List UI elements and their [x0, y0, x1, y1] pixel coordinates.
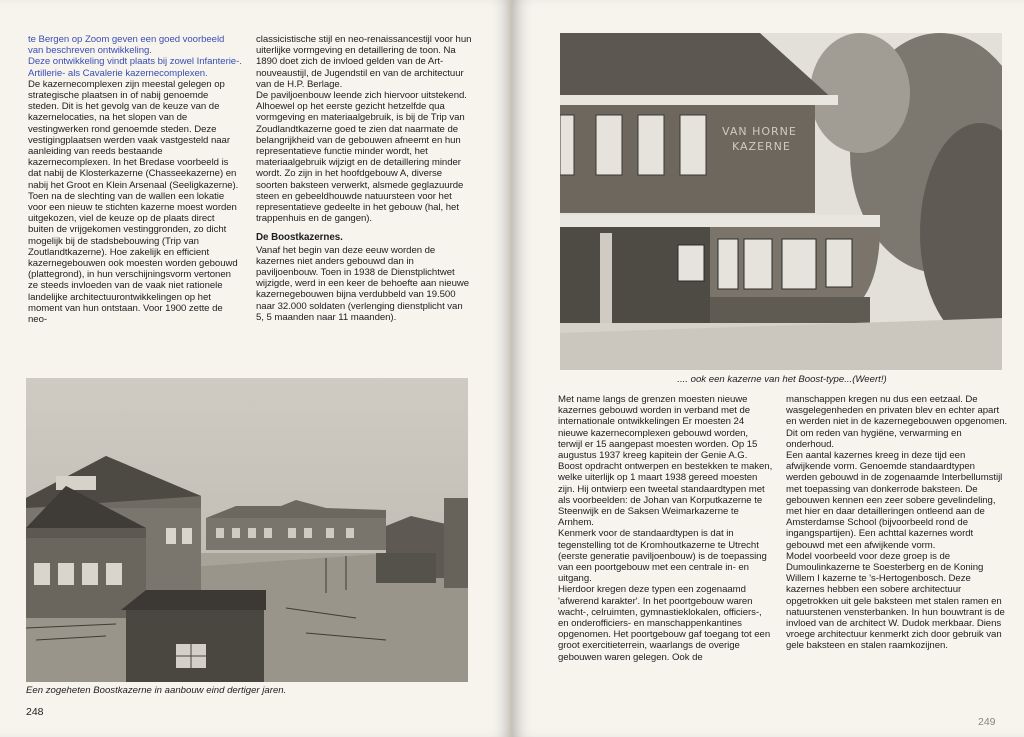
page-number: 248 — [26, 706, 44, 718]
kazerne-building-illustration — [560, 33, 1002, 370]
paragraph: Hierdoor kregen deze typen een zogenaamd 'afwerend karakter'. In het poortgebouw waren wacht-, celruimten, gymnastieklokalen, officiers-, en onderofficiers- en manschappenkantines opgenomen. Het poortgebouw gaf toegang tot een groot exercitieterrein, waarlangs de overige gebouwen waren gelegen. Ook de — [558, 584, 771, 663]
paragraph: classicistische stijl en neo-renaissancestijl voor hun uiterlijke vormgeving en detaillering de toon. Na 1890 doet zich de invloed gelden van de Art-nouveaustijl, de Jugendstil en van de architectuur van de H.P. Berlage. — [256, 34, 472, 90]
paragraph: Model voorbeeld voor deze groep is de Dumoulinkazerne te Soesterberg en de Koning Willem I kazerne te 's-Hertogenbosch. Deze kazernes hebben een sobere architectuur opgetrokken uit gele baksteen met stalen ramen en natuurstenen vensterbanken. In hun bouwtrant is de invloed van de architect W. Dudok merkbaar. Diens vroege architectuur kenmerkt zich door gebruik van gele baksteen en stalen raamkozijnen. — [786, 550, 1005, 652]
right-page — [512, 0, 1024, 737]
construction-site-illustration — [26, 378, 468, 682]
left-page-column-1 — [28, 34, 242, 325]
photo-boost-type-kazerne-weert — [560, 33, 1002, 370]
paragraph: Kenmerk voor de standaardtypen is dat in tegenstelling tot de Kromhoutkazerne te Utrecht (eerste generatie paviljoenbouw) is de toepassing van een poortgebouw met een centrale in- en uitgang. — [558, 528, 767, 585]
paragraph: Deze ontwikkeling vindt plaats bij zowel Infanterie-. Artillerie- als Cavalerie kazernecomplexen. — [28, 56, 242, 79]
paragraph: Een aantal kazernes kreeg in deze tijd een afwijkende vorm. Genoemde standaardtypen werden gebouwd in de zogenaamde Interbellumstijl met toepassing van donkerrode baksteen. De gebouwen kennen een zeer sobere gevelindeling, met hier en daar detailleringen ontleend aan de Amsterdamse School (bijvoorbeeld rond de ingangspartijen). Een achttal kazernes wordt gebouwd met een afwijkende vorm. — [786, 450, 1003, 551]
right-page-column-2 — [786, 394, 1008, 652]
paragraph: Met name langs de grenzen moesten nieuwe kazernes gebouwd worden in verband met de internationale ontwikkelingen Er moesten 24 nieuwe kazernecomplexen gebouwd worden, terwijl er 15 aangepast moesten worden. Op 15 augustus 1937 kreeg kapitein der Genie A.G. Boost opdracht ontwerpen en bestekken te maken, welke uiterlijk op 1 maart 1938 gereed moesten zijn. Hij ontwierp een tweetal standaardtypen met als voorbeelden: de Johan van Korputkazerne te Steenwijk en de Saksen Weimarkazerne te Arnhem. — [558, 394, 773, 529]
paragraph: te Bergen op Zoom geven een goed voorbeeld van beschreven ontwikkeling. — [28, 34, 225, 57]
paragraph: Vanaf het begin van deze eeuw worden de kazernes niet anders gebouwd dan in paviljoenbouw. Toen in 1938 de Dienstplichtwet wijzigde, werd in een keer de behoefte aan nieuwe kazernegebouwen bijna verdubbeld van 19.500 naar 32.000 soldaten (verlenging dienstplicht van 5, 5 maanden naar 11 maanden). — [256, 244, 470, 323]
photo-boostkazerne-construction — [26, 378, 468, 682]
paragraph: De paviljoenbouw leende zich hiervoor uitstekend. Alhoewel op het eerste gezicht hetzelfde qua vormgeving en materiaalgebruik, is bij de Trip van Zoudlandtkazerne goed te zien dat naarmate de belangrijkheid van de gebouwen afneemt en hun representatieve functie minder wordt, het materiaalgebruik wijzigt en de detaillering minder wordt. Zo zijn in het hoofdgebouw A, diverse soorten baksteen verwerkt, alsmede geglazuurde steen en gebeeldhouwde natuursteen voor het representatieve gedeelte in het gebouw (hal, het trappenhuis en de gangen). — [256, 90, 467, 225]
paragraph: manschappen kregen nu dus een eetzaal. De wasgelegenheden en privaten blev en echter apart en werden niet in de kazernegebouwen opgenomen. Dit om reden van hygiëne, verwarming en onderhoud. — [786, 394, 1008, 450]
photo-caption: .... ook een kazerne van het Boost-type...(Weert!) — [677, 374, 887, 385]
left-page-column-2 — [256, 34, 472, 323]
right-page-column-1 — [558, 394, 774, 663]
building-sign: VAN HORNE — [722, 125, 797, 138]
section-heading: De Boostkazernes. — [256, 232, 343, 244]
building-sign: KAZERNE — [732, 140, 791, 153]
page-number: 249 — [978, 716, 996, 728]
paragraph: De kazernecomplexen zijn meestal gelegen op strategische plaatsen in of nabij genoemde steden. Dit is het gevolg van de keuze van de kazernelocaties, na het slopen van de vestingwerken rond genoemde steden. Deze vestigingplaatsen werden vaak vastgesteld naar aanleiding van reeds bestaande kazernecomplexen. In het Bredase voorbeeld is dat nabij de Klosterkazerne (Chasseekazerne) en nabij het Groot en Klein Arsenaal (Seeligkazerne). Toen na de slechting van de wallen een lokatie voor een nieuw te stichten kazerne moest worden uitgekozen, viel de keuze op de plaats direct buiten de vrijgekomen vestinggronden, zo dicht mogelijk bij de stadsbebouwing (Trip van Zoutlandtkazerne). Hoe zakelijk en efficient kazernegebouwen ook moesten worden gebouwd (plattegrond), in hun verschijningsvorm vertonen ze steeds invloeden van de vaak niet rationele landelijke architectuurontwikkelingen op het moment van hun ontstaan. Voor 1900 zette de neo- — [28, 78, 239, 326]
photo-caption: Een zogeheten Boostkazerne in aanbouw eind dertiger jaren. — [26, 685, 287, 696]
